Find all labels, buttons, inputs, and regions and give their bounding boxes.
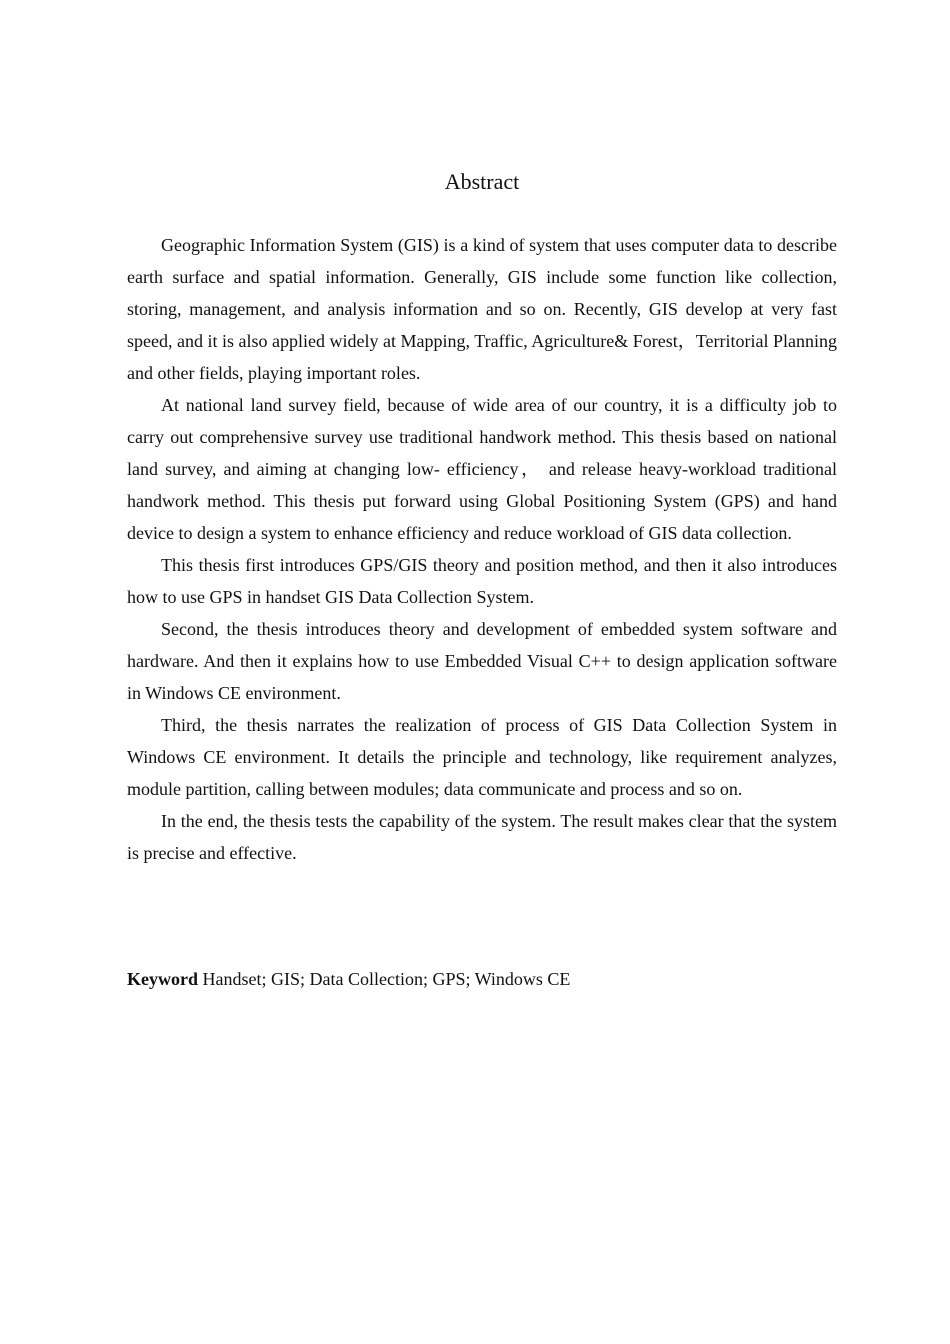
abstract-title: Abstract (444, 169, 520, 194)
abstract-paragraph-6: In the end, the thesis tests the capability of the system. The result makes clear that the system is precise and effective. (127, 811, 837, 863)
abstract-paragraph-4: Second, the thesis introduces theory and development of embedded system software and hardware. And then it explains how to use Embedded Visual C++ to design application software in Windows CE environment. (127, 619, 837, 703)
abstract-paragraph-1: Geographic Information System (GIS) is a kind of system that uses computer data to describe earth surface and spatial information. Generally, GIS include some function like collection, storing, management, and analysis information and so on. Recently, GIS develop at very fast speed, and it is also applied widely at Mapping, Traffic, Agriculture& Forest，Territorial Planning and other fields, playing important roles. (127, 235, 837, 383)
abstract-paragraph-2: At national land survey field, because of wide area of our country, it is a difficulty job to carry out comprehensive survey use traditional handwork method. This thesis based on national land survey, and aiming at changing low- efficiency， and release heavy-workload traditional handwork method. This thesis put forward using Global Positioning System (GPS) and hand device to design a system to enhance efficiency and reduce workload of GIS data collection. (127, 395, 837, 543)
keywords-text: Handset; GIS; Data Collection; GPS; Windows CE (202, 969, 571, 989)
abstract-paragraph-3: This thesis first introduces GPS/GIS theory and position method, and then it also introduces how to use GPS in handset GIS Data Collection System. (127, 555, 837, 607)
keywords-label: Keyword (127, 969, 198, 989)
keywords-line (127, 963, 837, 995)
abstract-body (127, 229, 837, 869)
abstract-paragraph-5: Third, the thesis narrates the realization of process of GIS Data Collection System in Windows CE environment. It details the principle and technology, like requirement analyzes, module partition, calling between modules; data communicate and process and so on. (127, 715, 837, 799)
